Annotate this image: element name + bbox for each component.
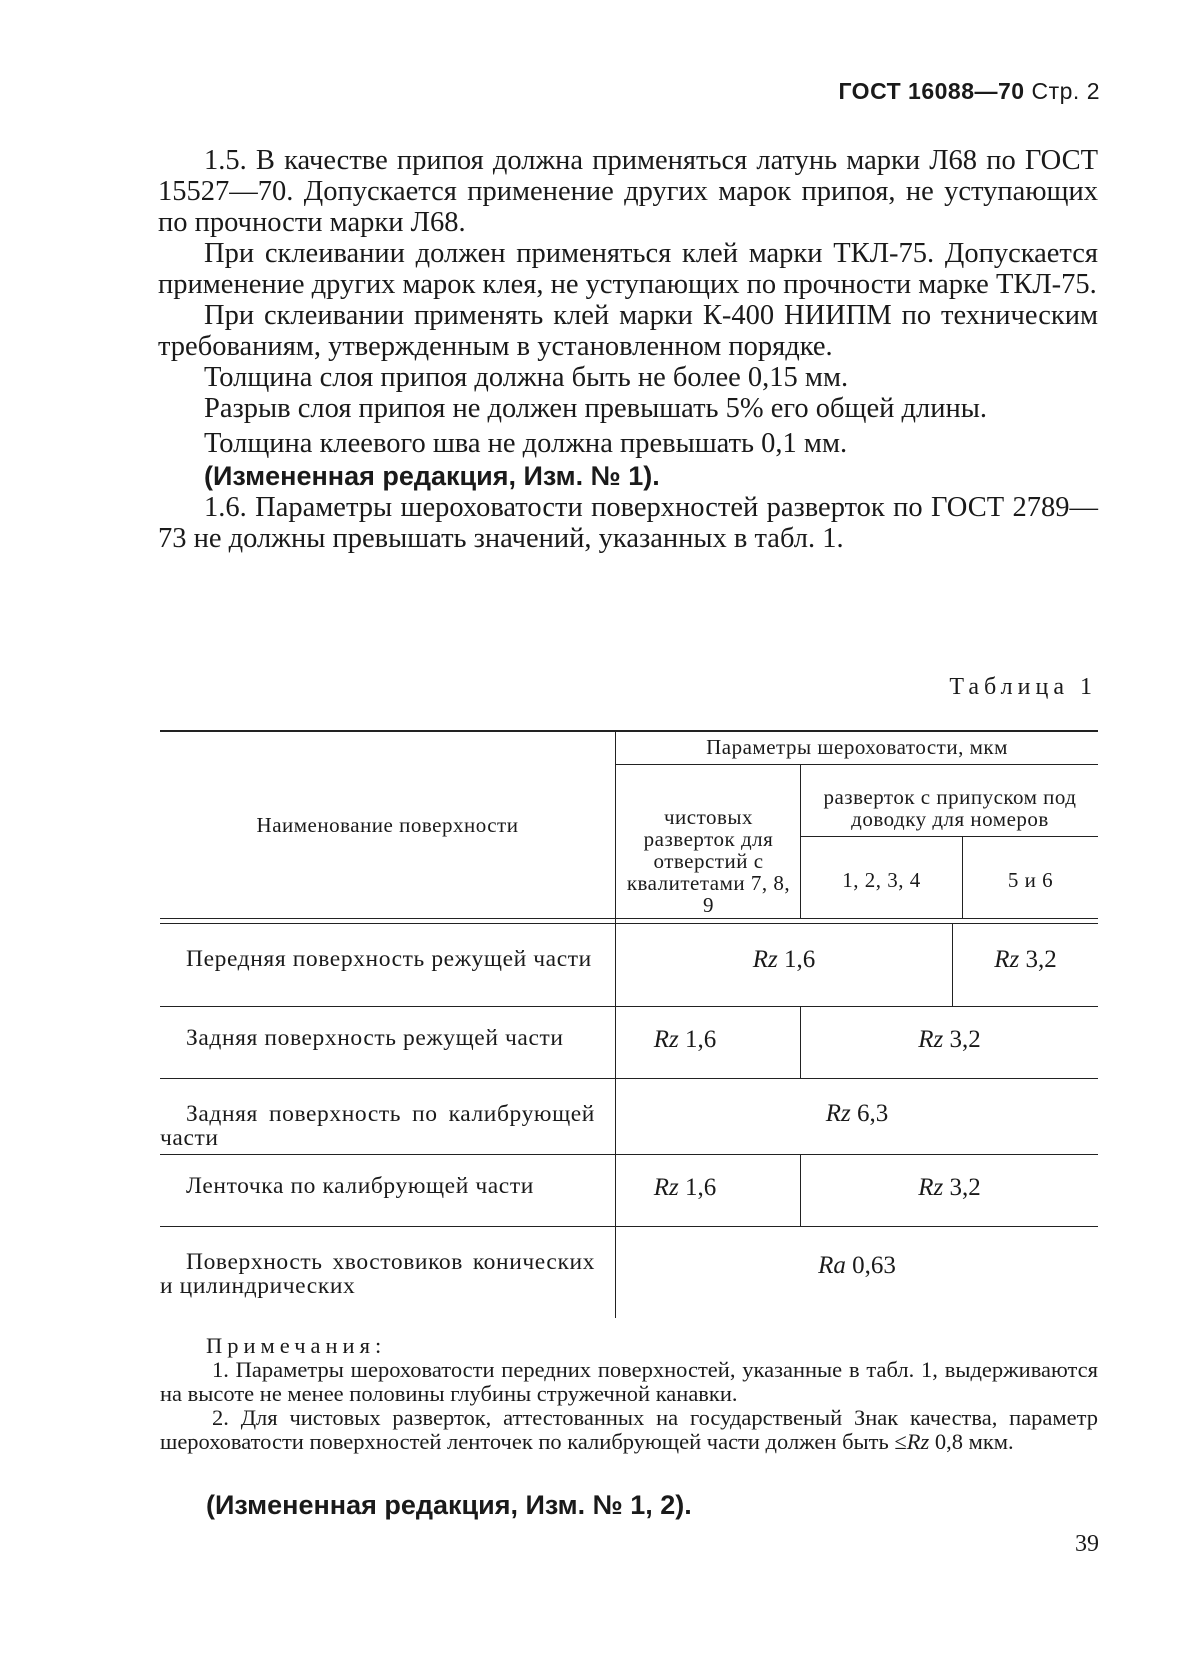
- header-numbers-1-4: 1, 2, 3, 4: [842, 868, 921, 892]
- table-line: [160, 1006, 1098, 1007]
- paragraph-1-6: 1.6. Параметры шероховатости поверхностей разверток по ГОСТ 2789—73 не должны превышать значений, указанных в табл. 1.: [158, 492, 1098, 554]
- table-line: [800, 764, 801, 918]
- header-surface-name: Наименование поверхности: [256, 813, 519, 837]
- row-back-value-1: Rz 1,6: [653, 1026, 717, 1053]
- table-line: [160, 1154, 1098, 1155]
- table-line: [160, 1078, 1098, 1079]
- amendment-note-1: (Измененная редакция, Изм. № 1).: [204, 461, 660, 491]
- table-line: [615, 730, 616, 1318]
- standard-number: ГОСТ 16088—70: [838, 78, 1025, 104]
- body-text: [158, 145, 1098, 554]
- paragraph-glue-seam: Толщина клеевого шва не должна превышать 0,1 мм.: [204, 428, 848, 459]
- note-2: 2. Для чистовых разверток, аттестованных на государственый Знак качества, параметр шероховатости поверхностей ленточек по калибрующей части должен быть ≤Rz 0,8 мкм.: [160, 1405, 1098, 1454]
- row-front-value-1: Rz 1,6: [752, 946, 816, 973]
- note-1: 1. Параметры шероховатости передних поверхностей, указанные в табл. 1, выдерживаются на высоте не менее половины глубины стружечной канавки.: [160, 1357, 1098, 1406]
- notes-title: Примечания:: [206, 1333, 387, 1358]
- table-line: [160, 1226, 1098, 1227]
- row-shank-name: Поверхность хвостовиков конических и цилиндрических: [160, 1249, 595, 1299]
- row-back-calibrating-name: Задняя поверхность по калибрующей части: [160, 1101, 595, 1151]
- row-back-surface-name: Задняя поверхность режущей части: [186, 1025, 564, 1051]
- table-top-rule: [160, 730, 1098, 732]
- page-header: [838, 78, 1100, 105]
- table-notes: [160, 1334, 1098, 1454]
- row-land-value-1: Rz 1,6: [653, 1174, 717, 1201]
- table-line: [615, 764, 1098, 765]
- row-back-value-2: Rz 3,2: [918, 1026, 981, 1053]
- row-front-value-2: Rz 3,2: [994, 946, 1057, 973]
- table-head-rule: [160, 923, 1098, 924]
- paragraph-1-5: 1.5. В качестве припоя должна применяться латунь марки Л68 по ГОСТ 15527—70. Допускается применение других марок припоя, не уступающих по прочности марки Л68.: [158, 145, 1098, 238]
- header-finishing-reamers: чистовых разверток для отверстий с квалитетами 7, 8, 9: [626, 805, 791, 917]
- row-shank-value: Ra 0,63: [818, 1252, 896, 1279]
- row-land-name: Ленточка по калибрующей части: [186, 1173, 534, 1199]
- paragraph-solder-thickness: Толщина слоя припоя должна быть не более 0,15 мм.: [204, 362, 849, 393]
- header-numbers-5-6: 5 и 6: [1007, 868, 1054, 892]
- row-back-calibrating-value: Rz 6,3: [825, 1100, 889, 1127]
- roughness-table: [160, 730, 1098, 1318]
- paragraph-solder-gap: Разрыв слоя припоя не должен превышать 5% его общей длины.: [204, 393, 987, 424]
- header-allowance-reamers: разверток с припуском под доводку для номеров: [823, 785, 1077, 831]
- header-roughness-params: Параметры шероховатости, мкм: [706, 735, 1008, 759]
- paragraph-glue-k400: При склеивании применять клей марки К-400 НИИПМ по техническим требованиям, утвержденным в установленном порядке.: [158, 300, 1098, 362]
- amendment-note-2: (Измененная редакция, Изм. № 1, 2).: [206, 1490, 692, 1520]
- row-front-surface-name: Передняя поверхность режущей части: [186, 946, 592, 972]
- row-land-value-2: Rz 3,2: [918, 1174, 981, 1201]
- table-line: [800, 836, 1098, 837]
- table-caption: Таблица 1: [949, 674, 1097, 700]
- paragraph-glue-tkl: При склеивании должен применяться клей марки ТКЛ-75. Допускается применение других марок клея, не уступающих по прочности марке ТКЛ-75.: [158, 238, 1098, 300]
- page-number: 39: [1075, 1531, 1099, 1557]
- table-head-rule: [160, 918, 1098, 919]
- page-label: Стр. 2: [1031, 78, 1100, 104]
